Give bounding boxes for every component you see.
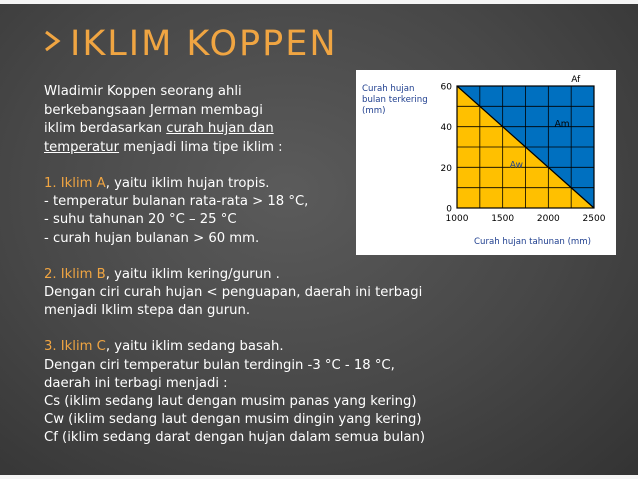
iklim-a-desc: , yaitu iklim hujan tropis.	[105, 176, 270, 191]
slide-title: IKLIM KOPPEN	[70, 24, 338, 64]
iklim-a-line-3: - curah hujan bulanan > 60 mm.	[44, 230, 260, 246]
iklim-b-desc: , yaitu iklim kering/gurun .	[105, 266, 280, 282]
x-axis-label: Curah hujan tahunan (mm)	[474, 237, 592, 247]
intro-line-3-text: iklim berdasarkan	[44, 121, 167, 136]
iklim-a-label: 1. Iklim A	[44, 176, 106, 191]
x-tick-label: 1500	[491, 214, 515, 224]
bottom-stripe	[0, 475, 638, 479]
curah-hujan-link: curah hujan dan	[166, 121, 274, 136]
y-axis-label-line-2: bulan terkering	[362, 95, 428, 105]
iklim-c-label: 3. Iklim C	[44, 339, 106, 355]
intro-line-2: berkebangsaan Jerman membagi	[44, 102, 263, 118]
iklim-a-line-1: - temperatur bulanan rata-rata > 18 °C,	[44, 194, 309, 210]
intro-line-3	[44, 120, 344, 139]
iklim-a-line-2: - suhu tahunan 20 °C – 25 °C	[44, 212, 237, 228]
iklim-b-line-2: menjadi Iklim stepa dan gurun.	[44, 303, 251, 319]
x-tick-label: 2500	[582, 214, 606, 224]
iklim-b-line-1: Dengan ciri curah hujan < penguapan, daerah ini terbagi	[44, 285, 423, 301]
intro-line-1: Wladimir Koppen seorang ahli	[44, 84, 242, 99]
y-tick-label: 60	[440, 82, 452, 93]
temperatur-link: temperatur	[44, 139, 120, 155]
y-axis-label-line-1: Curah hujan	[362, 84, 415, 94]
y-tick-label: 20	[440, 163, 452, 174]
iklim-c-line-3: Cs (iklim sedang laut dengan musim panas yang kering)	[44, 394, 417, 410]
iklim-b-heading	[44, 266, 564, 284]
intro-line-4	[44, 139, 344, 158]
iklim-c-line-5: Cf (iklim sedang darat dengan hujan dalam semua bulan)	[44, 430, 426, 446]
region-label-af: Af	[571, 74, 581, 85]
iklim-c-line-1: Dengan ciri temperatur bulan terdingin -3 °C - 18 °C,	[44, 357, 395, 373]
y-tick-label: 0	[446, 204, 452, 215]
intro-line-4-text: menjadi lima tipe iklim :	[119, 139, 283, 155]
iklim-b-label: 2. Iklim B	[44, 266, 106, 282]
x-tick-label: 2000	[536, 214, 560, 224]
x-tick-label: 1000	[445, 214, 469, 224]
iklim-c-line-2: daerah ini terbagi menjadi :	[44, 375, 228, 391]
top-stripe	[0, 0, 638, 4]
iklim-c-heading	[44, 338, 564, 356]
iklim-c-line-4: Cw (iklim sedang laut dengan musim dingin yang kering)	[44, 412, 422, 428]
region-label-aw: Aw	[509, 160, 523, 171]
chevron-right-icon	[43, 30, 62, 52]
intro-paragraph	[44, 83, 344, 157]
koppen-chart	[356, 70, 616, 255]
iklim-c-desc: , yaitu iklim sedang basah.	[105, 339, 284, 355]
y-axis-label-line-3: (mm)	[362, 106, 386, 116]
y-tick-label: 40	[440, 123, 452, 134]
region-label-am: Am	[554, 119, 570, 130]
